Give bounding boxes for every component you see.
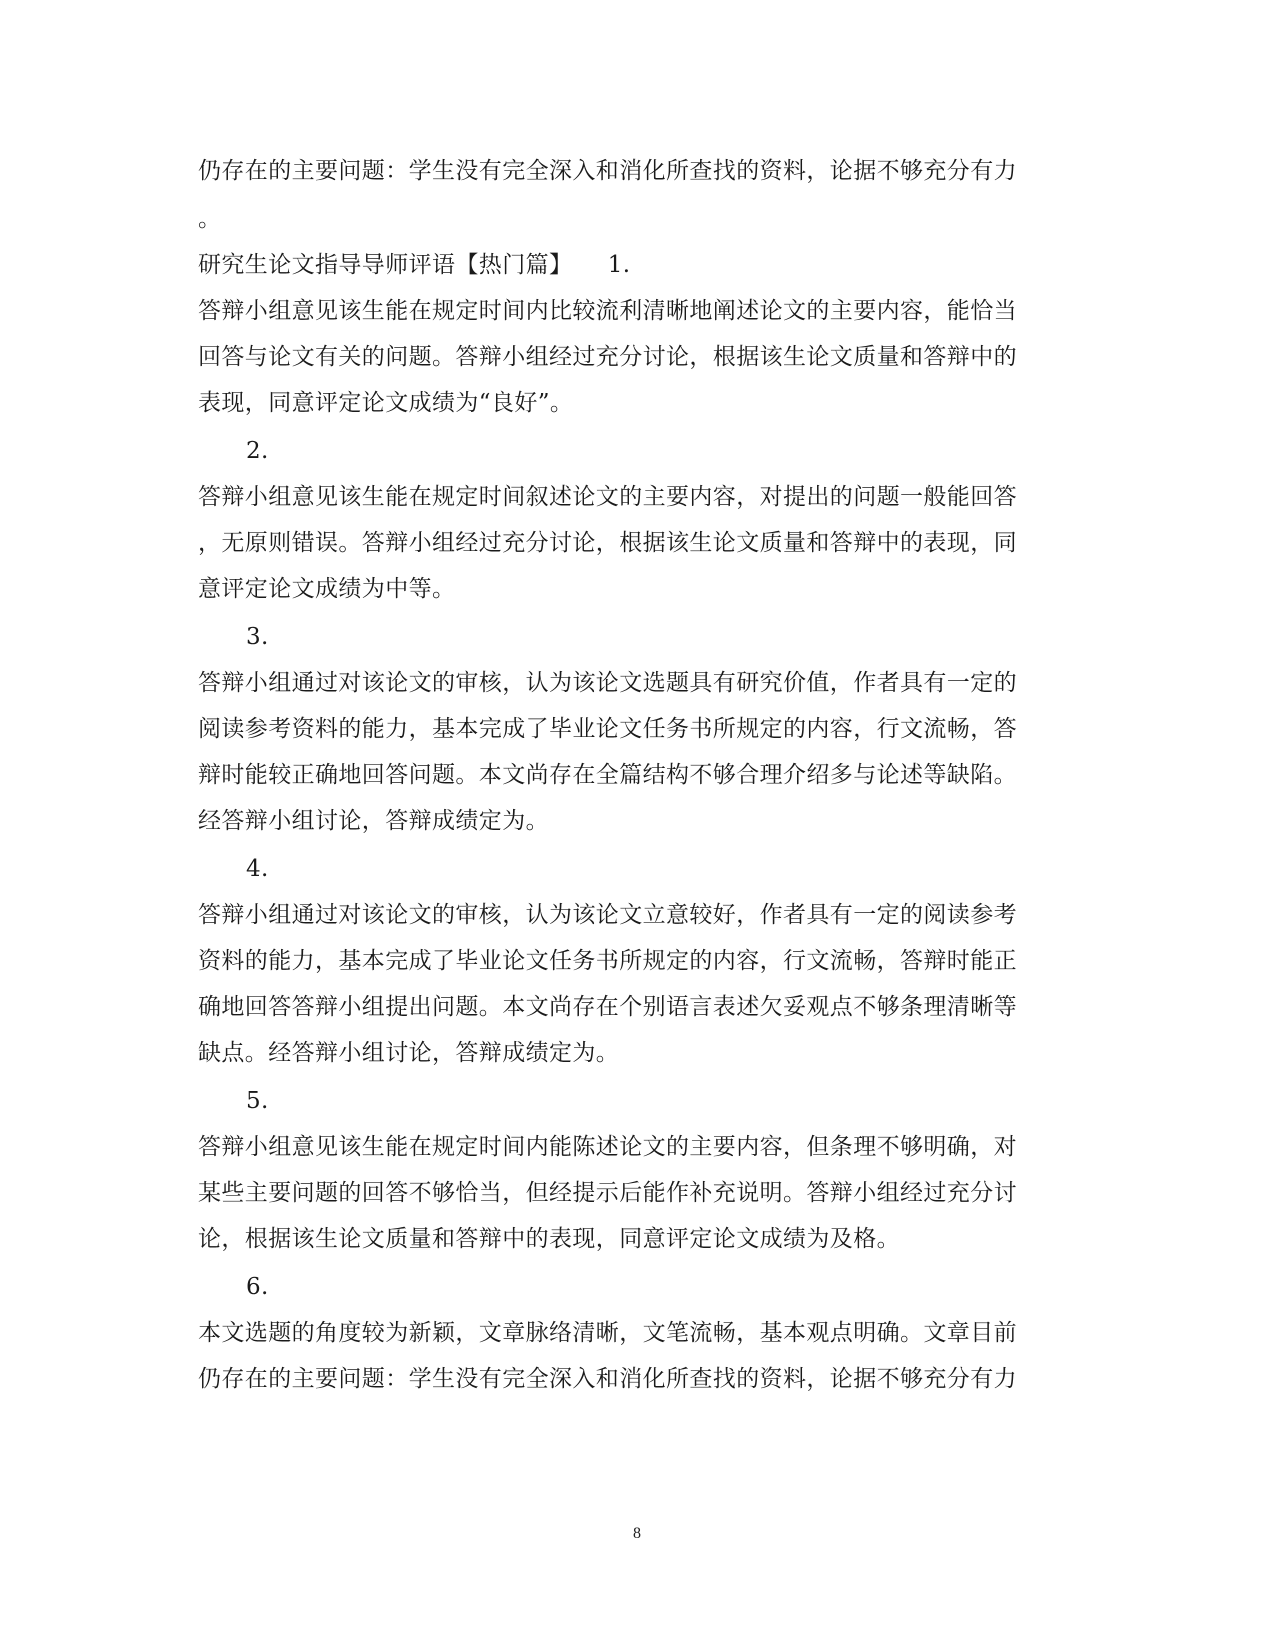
text-line: 某些主要问题的回答不够恰当，但经提示后能作补充说明。答辩小组经过充分讨 xyxy=(198,1180,1017,1206)
text-line: 资料的能力，基本完成了毕业论文任务书所规定的内容，行文流畅，答辩时能正 xyxy=(198,948,1017,974)
section-heading: 研究生论文指导导师评语【热门篇】 1. xyxy=(198,252,631,278)
text-line: 确地回答答辩小组提出问题。本文尚存在个别语言表述欠妥观点不够条理清晰等 xyxy=(198,994,1017,1020)
text-line: 答辩小组通过对该论文的审核，认为该论文选题具有研究价值，作者具有一定的 xyxy=(198,670,1017,696)
text-line: 仍存在的主要问题：学生没有完全深入和消化所查找的资料，论据不够充分有力 xyxy=(198,1366,1017,1392)
text-line: 意评定论文成绩为中等。 xyxy=(198,576,456,602)
item-number: 5. xyxy=(246,1088,269,1114)
text-line: 答辩小组意见该生能在规定时间内能陈述论文的主要内容，但条理不够明确，对 xyxy=(198,1134,1017,1160)
text-line: 辩时能较正确地回答问题。本文尚存在全篇结构不够合理介绍多与论述等缺陷。 xyxy=(198,762,1017,788)
text-line: ，无原则错误。答辩小组经过充分讨论，根据该生论文质量和答辩中的表现，同 xyxy=(198,530,1017,556)
text-line: 本文选题的角度较为新颖，文章脉络清晰，文笔流畅，基本观点明确。文章目前 xyxy=(198,1320,1017,1346)
text-line: 。 xyxy=(198,206,222,232)
item-number: 2. xyxy=(246,438,269,464)
item-number: 4. xyxy=(246,856,269,882)
item-number: 6. xyxy=(246,1274,269,1300)
text-line: 经答辩小组讨论，答辩成绩定为。 xyxy=(198,808,549,834)
text-line: 答辩小组意见该生能在规定时间内比较流利清晰地阐述论文的主要内容，能恰当 xyxy=(198,298,1017,324)
text-line: 缺点。经答辩小组讨论，答辩成绩定为。 xyxy=(198,1040,620,1066)
text-line: 答辩小组意见该生能在规定时间叙述论文的主要内容，对提出的问题一般能回答 xyxy=(198,484,1017,510)
text-line: 回答与论文有关的问题。答辩小组经过充分讨论，根据该生论文质量和答辩中的 xyxy=(198,344,1017,370)
text-line: 论，根据该生论文质量和答辩中的表现，同意评定论文成绩为及格。 xyxy=(198,1226,900,1252)
text-line: 答辩小组通过对该论文的审核，认为该论文立意较好，作者具有一定的阅读参考 xyxy=(198,902,1017,928)
text-line: 阅读参考资料的能力，基本完成了毕业论文任务书所规定的内容，行文流畅，答 xyxy=(198,716,1017,742)
text-line: 表现，同意评定论文成绩为“良好”。 xyxy=(198,390,574,416)
text-line: 仍存在的主要问题：学生没有完全深入和消化所查找的资料，论据不够充分有力 xyxy=(198,158,1017,184)
item-number: 3. xyxy=(246,624,269,650)
page-number: 8 xyxy=(633,1525,641,1542)
